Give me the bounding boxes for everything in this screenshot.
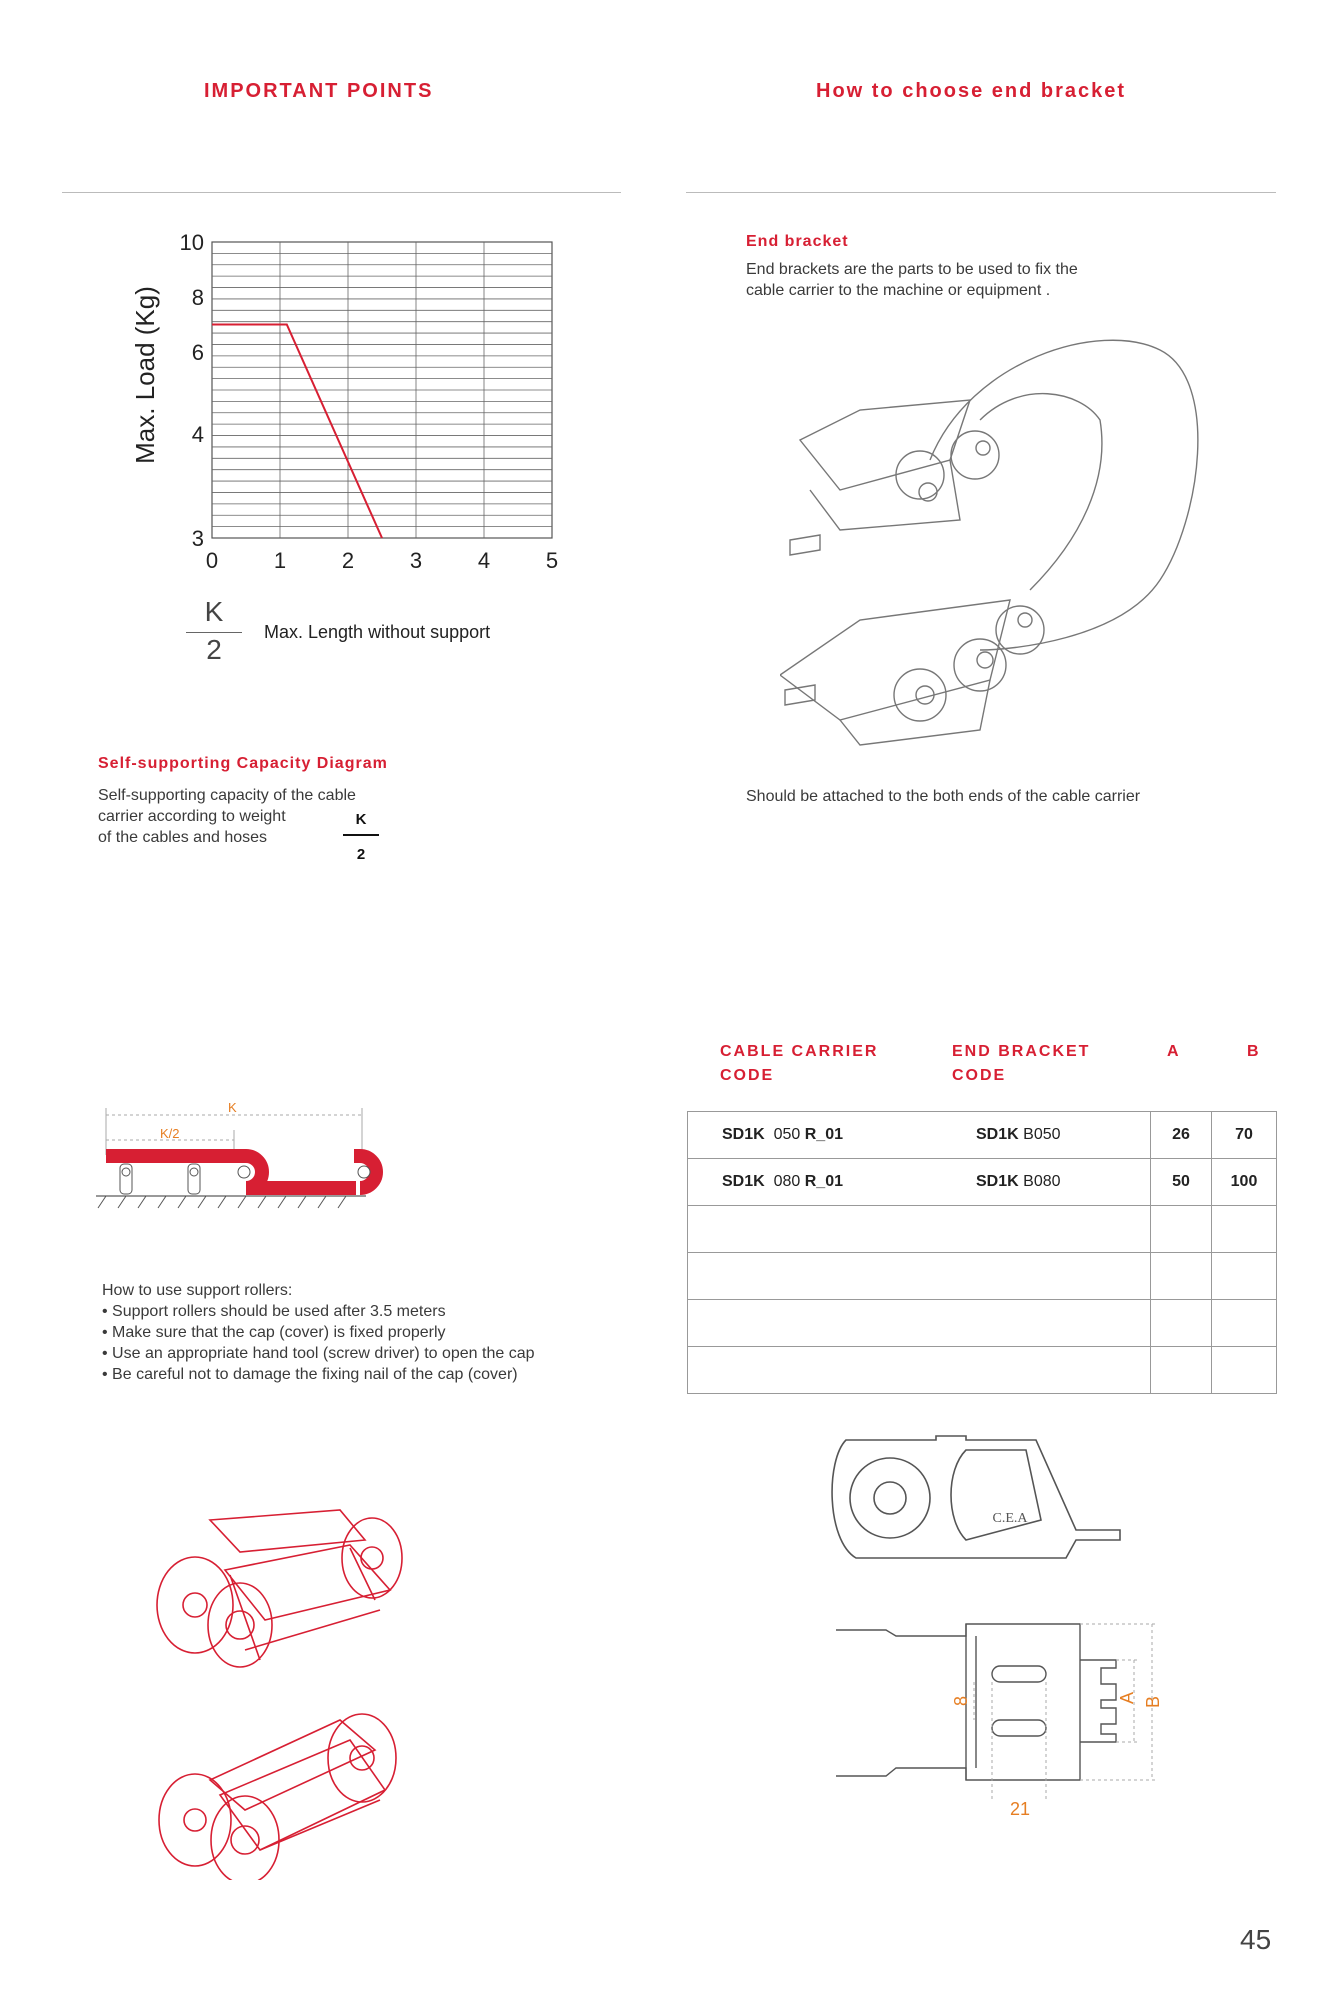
row-b: 100 — [1212, 1159, 1277, 1206]
th-cable-carrier: CABLE CARRIER — [720, 1043, 879, 1060]
support-label-k2: K/2 — [160, 1126, 180, 1141]
y-tick-label: 8 — [191, 285, 204, 310]
rollers-item: • Make sure that the cap (cover) is fixed properly — [102, 1324, 446, 1341]
self-supporting-line: of the cables and hoses — [98, 829, 268, 846]
self-supporting-frac-bar — [343, 834, 379, 836]
legend-numerator: K — [204, 596, 224, 627]
th-code-1: CODE — [720, 1067, 775, 1084]
x-tick-label: 2 — [341, 548, 355, 573]
bracket-table — [687, 1111, 1277, 1394]
load-chart — [120, 230, 580, 580]
rollers-text — [102, 1280, 535, 1385]
th-a: A — [1167, 1043, 1181, 1060]
chart-y-ticks — [180, 230, 204, 551]
dim-b: B — [1143, 1695, 1163, 1708]
rollers-item: • Support rollers should be used after 3.5 meters — [102, 1303, 446, 1320]
th-end-bracket-code — [952, 1040, 1090, 1088]
chart-x-ticks — [206, 548, 558, 573]
rollers-title: How to use support rollers: — [102, 1282, 293, 1299]
row-bracket-rest: B050 — [1023, 1126, 1061, 1143]
self-supporting-line: carrier according to weight — [98, 808, 286, 825]
end-bracket-text — [746, 259, 1078, 301]
chain-link-illustration-top — [150, 1500, 450, 1680]
row-carrier-num: 050 — [773, 1126, 801, 1143]
chart-grid — [212, 242, 552, 538]
right-heading: How to choose end bracket — [816, 80, 1127, 102]
y-tick-label: 10 — [179, 230, 204, 255]
chart-series — [212, 325, 382, 539]
dim-21: 21 — [1010, 1799, 1031, 1819]
y-tick-label: 4 — [191, 422, 204, 447]
x-tick-label: 4 — [477, 548, 491, 573]
legend-label: Max. Length without support — [264, 622, 491, 642]
chain-link-illustration-bottom — [150, 1700, 450, 1880]
row-carrier-suffix: R_01 — [804, 1126, 843, 1143]
left-divider — [62, 192, 621, 193]
legend-denominator: 2 — [206, 634, 222, 665]
table-row — [688, 1159, 1277, 1206]
end-bracket-line: cable carrier to the machine or equipment . — [746, 282, 1051, 299]
th-code-2: CODE — [952, 1067, 1007, 1084]
bracket-side-view — [826, 1430, 1126, 1560]
self-supporting-line: Self-supporting capacity of the cable — [98, 787, 356, 804]
th-b: B — [1247, 1043, 1261, 1060]
y-tick-label: 3 — [191, 526, 204, 551]
x-tick-label: 1 — [273, 548, 287, 573]
end-bracket-note: Should be attached to the both ends of the cable carrier — [746, 788, 1141, 805]
y-tick-label: 6 — [191, 340, 204, 365]
x-tick-label: 5 — [545, 548, 559, 573]
end-bracket-line: End brackets are the parts to be used to fix the — [746, 261, 1078, 278]
self-supporting-frac-num: K — [355, 811, 367, 828]
row-carrier-num: 080 — [773, 1173, 801, 1190]
th-cable-carrier-code — [720, 1040, 878, 1088]
rollers-item: • Be careful not to damage the fixing nail of the cap (cover) — [102, 1366, 518, 1383]
row-carrier-suffix: R_01 — [804, 1173, 843, 1190]
self-supporting-text — [98, 785, 356, 848]
cable-carrier-illustration — [780, 320, 1200, 750]
row-bracket-bold: SD1K — [976, 1173, 1019, 1190]
series-line — [212, 325, 382, 539]
th-end-bracket: END BRACKET — [952, 1043, 1091, 1060]
row-a: 50 — [1151, 1159, 1212, 1206]
left-heading: IMPORTANT POINTS — [204, 80, 434, 102]
bracket-front-view — [826, 1610, 1186, 1820]
table-row-empty — [688, 1253, 1277, 1300]
ground-hatch — [98, 1196, 346, 1208]
bracket-logo: C.E.A — [992, 1511, 1028, 1526]
row-a: 26 — [1151, 1112, 1212, 1159]
x-tick-label: 0 — [205, 548, 219, 573]
row-bracket-bold: SD1K — [976, 1126, 1019, 1143]
table-row-empty — [688, 1300, 1277, 1347]
right-divider — [686, 192, 1276, 193]
dim-a: A — [1117, 1691, 1137, 1704]
row-carrier-bold: SD1K — [722, 1126, 765, 1143]
row-b: 70 — [1212, 1112, 1277, 1159]
table-row-empty — [688, 1206, 1277, 1253]
table-row-empty — [688, 1347, 1277, 1394]
support-label-k: K — [228, 1100, 237, 1115]
legend-fraction-bar — [186, 632, 242, 633]
end-bracket-title: End bracket — [746, 233, 849, 250]
self-supporting-title: Self-supporting Capacity Diagram — [98, 755, 388, 772]
dim-8: 8 — [951, 1695, 971, 1706]
chart-y-label: Max. Load (Kg) — [130, 286, 160, 464]
row-carrier-bold: SD1K — [722, 1173, 765, 1190]
rollers-item: • Use an appropriate hand tool (screw driver) to open the cap — [102, 1345, 535, 1362]
self-supporting-frac-den: 2 — [356, 846, 366, 863]
x-tick-label: 3 — [409, 548, 423, 573]
row-bracket-rest: B080 — [1023, 1173, 1061, 1190]
table-row — [688, 1112, 1277, 1159]
page-number: 45 — [1240, 1924, 1272, 1955]
support-diagram — [96, 1100, 416, 1230]
